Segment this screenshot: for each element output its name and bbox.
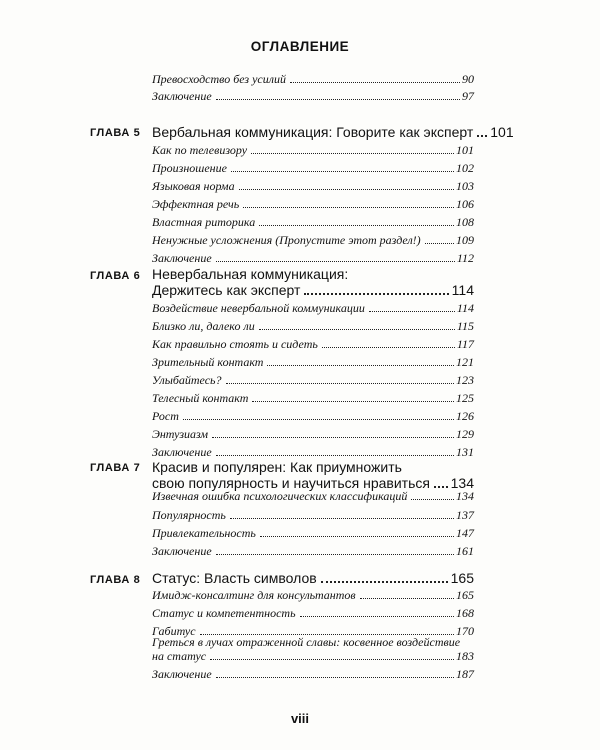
dot-leader xyxy=(322,347,455,348)
entry-title: Близко ли, далеко ли xyxy=(152,319,255,333)
chapter-title-text: Невербальная коммуникация: xyxy=(152,266,349,282)
entry-title: Заключение xyxy=(152,667,212,681)
dot-leader xyxy=(259,225,454,226)
toc-entry[interactable] xyxy=(152,526,474,540)
entry-title: Ненужные усложнения (Пропустите этот раздел!) xyxy=(152,233,421,247)
chapter-page: 114 xyxy=(451,282,474,298)
entry-page: 90 xyxy=(462,72,474,86)
entry-page: 112 xyxy=(456,251,474,265)
dot-leader xyxy=(259,329,455,330)
chapter-label: ГЛАВА 7 xyxy=(90,462,141,474)
dot-leader xyxy=(216,677,454,678)
toc-entry[interactable] xyxy=(152,319,474,333)
dot-leader xyxy=(230,518,454,519)
dot-leader xyxy=(369,311,455,312)
entry-page: 170 xyxy=(456,624,474,638)
entry-page: 165 xyxy=(456,588,474,602)
toc-entry[interactable] xyxy=(152,409,474,423)
entry-page: 108 xyxy=(456,215,474,229)
entry-page: 123 xyxy=(456,373,474,387)
entry-title: на статус xyxy=(152,649,207,663)
entry-page: 126 xyxy=(456,409,474,423)
page-header: ОГЛАВЛЕНИЕ xyxy=(250,39,350,54)
chapter-label: ГЛАВА 8 xyxy=(90,574,141,586)
entry-page: 168 xyxy=(456,606,474,620)
entry-page: 131 xyxy=(456,445,474,459)
entry-title: Превосходство без усилий xyxy=(152,72,286,86)
toc-entry[interactable] xyxy=(152,251,474,265)
dot-leader xyxy=(239,189,454,190)
entry-title: Популярность xyxy=(152,508,226,522)
toc-entry[interactable] xyxy=(152,445,474,459)
chapter-title-text: Красив и популярен: Как приумножить xyxy=(152,459,402,475)
chapter-title[interactable] xyxy=(152,124,514,140)
dot-leader xyxy=(210,659,454,660)
entry-title: Заключение xyxy=(152,251,212,265)
dot-leader xyxy=(216,554,454,555)
chapter-page: 101 xyxy=(490,124,514,140)
toc-entry[interactable] xyxy=(152,337,474,351)
dot-leader xyxy=(434,486,448,488)
toc-entry[interactable] xyxy=(152,89,474,103)
entry-page: 109 xyxy=(456,233,474,247)
dot-leader xyxy=(260,536,454,537)
toc-entry[interactable] xyxy=(152,588,474,602)
entry-page: 121 xyxy=(456,355,474,369)
entry-title: Заключение xyxy=(152,89,212,103)
entry-title: Греться в лучах отраженной славы: косвенное воздействие xyxy=(152,635,461,649)
dot-leader xyxy=(216,455,454,456)
dot-leader xyxy=(231,171,454,172)
toc-entry[interactable] xyxy=(152,301,474,315)
dot-leader xyxy=(300,616,454,617)
entry-title: Воздействие невербальной коммуникации xyxy=(152,301,365,315)
dot-leader xyxy=(243,207,454,208)
toc-entry[interactable] xyxy=(152,427,474,441)
entry-title: Зрительный контакт xyxy=(152,355,264,369)
entry-title: Эффектная речь xyxy=(152,197,240,211)
entry-page: 115 xyxy=(456,319,474,333)
chapter-page: 165 xyxy=(450,570,474,586)
chapter-title[interactable] xyxy=(152,266,474,298)
chapter-title[interactable] xyxy=(152,459,474,491)
toc-entry[interactable] xyxy=(152,489,474,503)
entry-page: 101 xyxy=(456,143,474,157)
dot-leader xyxy=(425,243,454,244)
entry-page: 161 xyxy=(456,544,474,558)
toc-entry[interactable] xyxy=(152,143,474,157)
entry-page: 187 xyxy=(456,667,474,681)
entry-page: 125 xyxy=(456,391,474,405)
chapter-label: ГЛАВА 6 xyxy=(90,270,141,282)
toc-entry[interactable] xyxy=(152,508,474,522)
toc-entry[interactable] xyxy=(152,161,474,175)
entry-title: Как по телевизору xyxy=(152,143,248,157)
toc-entry[interactable] xyxy=(152,667,474,681)
entry-title: Статус и компетентность xyxy=(152,606,296,620)
toc-entry[interactable] xyxy=(152,72,474,86)
chapter-title-text: Вербальная коммуникация: Говорите как эксперт xyxy=(152,124,474,140)
entry-title: Властная риторика xyxy=(152,215,256,229)
entry-page: 117 xyxy=(456,337,474,351)
entry-page: 106 xyxy=(456,197,474,211)
dot-leader xyxy=(304,293,448,295)
chapter-page: 134 xyxy=(450,475,474,491)
entry-page: 103 xyxy=(456,179,474,193)
toc-entry[interactable] xyxy=(152,197,474,211)
entry-page: 97 xyxy=(462,89,474,103)
toc-entry[interactable] xyxy=(152,233,474,247)
entry-page: 147 xyxy=(456,526,474,540)
entry-page: 183 xyxy=(456,649,474,663)
toc-entry[interactable] xyxy=(152,544,474,558)
entry-page: 129 xyxy=(456,427,474,441)
dot-leader xyxy=(290,82,460,83)
entry-title: Извечная ошибка психологических классификаций xyxy=(152,489,408,503)
toc-entry[interactable] xyxy=(152,606,474,620)
chapter-title[interactable] xyxy=(152,570,474,586)
entry-title: Имидж-консалтинг для консультантов xyxy=(152,588,356,602)
chapter-label: ГЛАВА 5 xyxy=(90,127,141,139)
dot-leader xyxy=(216,99,460,100)
entry-title: Заключение xyxy=(152,445,212,459)
toc-entry[interactable] xyxy=(152,635,474,663)
chapter-title-text: Держитесь как эксперт xyxy=(152,282,301,298)
entry-title: Привлекательность xyxy=(152,526,256,540)
toc-entry[interactable] xyxy=(152,179,474,193)
dot-leader xyxy=(411,499,454,500)
dot-leader xyxy=(226,383,455,384)
toc-entry[interactable] xyxy=(152,215,474,229)
chapter-title-text: Статус: Власть символов xyxy=(152,570,317,586)
dot-leader xyxy=(252,401,454,402)
entry-title: Рост xyxy=(152,409,179,423)
entry-title: Телесный контакт xyxy=(152,391,249,405)
dot-leader xyxy=(360,598,454,599)
entry-title: Заключение xyxy=(152,544,212,558)
entry-title: Улыбайтесь? xyxy=(152,373,222,387)
entry-title: Языковая норма xyxy=(152,179,235,193)
dot-leader xyxy=(216,261,455,262)
dot-leader xyxy=(477,135,487,137)
entry-title: Энтузиазм xyxy=(152,427,209,441)
dot-leader xyxy=(251,153,454,154)
entry-title: Произношение xyxy=(152,161,227,175)
entry-title: Габитус xyxy=(152,624,196,638)
chapter-title-text: свою популярность и научиться нравиться xyxy=(152,475,430,491)
entry-page: 134 xyxy=(456,489,474,503)
toc-entry[interactable] xyxy=(152,355,474,369)
dot-leader xyxy=(267,365,454,366)
dot-leader xyxy=(321,581,448,583)
dot-leader xyxy=(212,437,454,438)
dot-leader xyxy=(183,419,454,420)
page-number: viii xyxy=(290,711,310,726)
entry-title: Как правильно стоять и сидеть xyxy=(152,337,318,351)
entry-page: 137 xyxy=(456,508,474,522)
entry-page: 102 xyxy=(456,161,474,175)
toc-entry[interactable] xyxy=(152,391,474,405)
entry-page: 114 xyxy=(456,301,474,315)
toc-entry[interactable] xyxy=(152,373,474,387)
